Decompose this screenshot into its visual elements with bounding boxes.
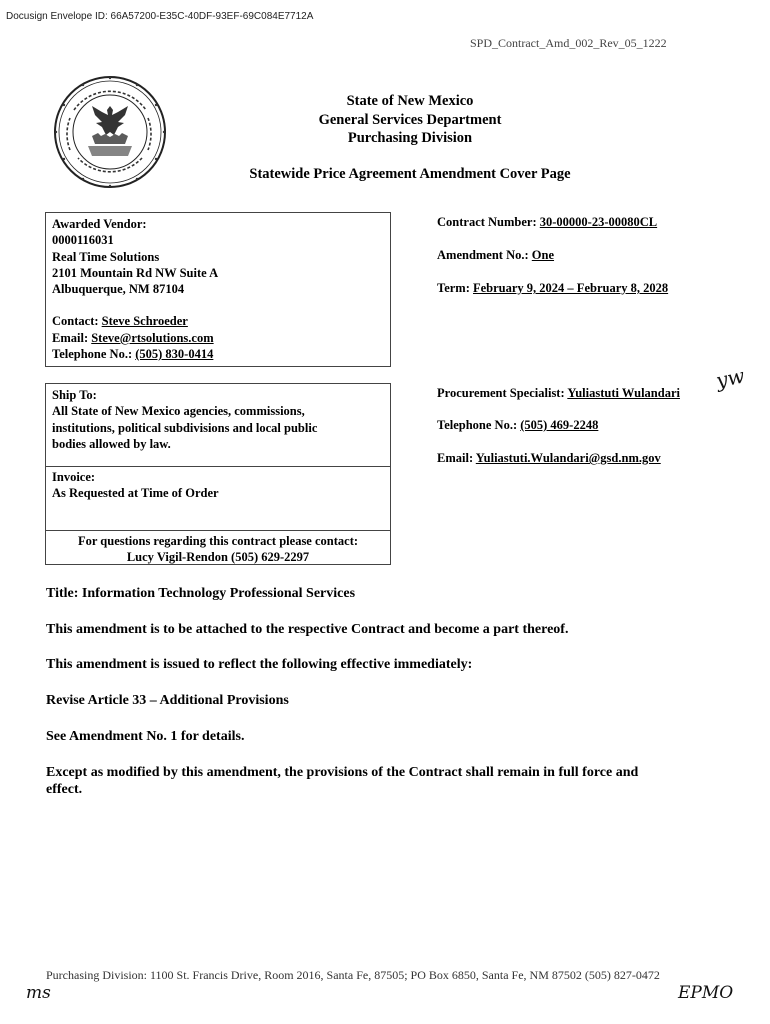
vendor-contact-name: Steve Schroeder xyxy=(101,314,188,329)
procurement-email xyxy=(437,451,661,466)
agency-header xyxy=(200,92,620,148)
issued-statement: This amendment is issued to reflect the following effective immediately: xyxy=(46,657,473,672)
ship-to-line2: institutions, political subdivisions and local public xyxy=(52,420,318,435)
contract-number-value: 30-00000-23-00080CL xyxy=(539,215,658,229)
procurement-email-link[interactable]: Yuliastuti.Wulandari@gsd.nm.gov xyxy=(475,451,661,465)
vendor-phone-label: Telephone No.: xyxy=(52,347,136,362)
header-division: Purchasing Division xyxy=(347,130,473,146)
vendor-contact xyxy=(52,313,384,329)
footer-address: Purchasing Division: 1100 St. Francis Drive, Room 2016, Santa Fe, 87505; PO Box 6850, Santa Fe, NM 87502 (505) 827-0472 xyxy=(46,968,660,982)
contract-number xyxy=(437,215,657,230)
ship-to-line1: All State of New Mexico agencies, commissions, xyxy=(52,404,305,419)
procurement-phone xyxy=(437,418,598,433)
ship-to-line3: bodies allowed by law. xyxy=(52,436,171,451)
invoice-label: Invoice: xyxy=(52,470,96,484)
amendment-number xyxy=(437,248,554,263)
initials-top-right: yw xyxy=(713,363,747,393)
procurement-specialist xyxy=(437,386,680,401)
cover-page-title: Statewide Price Agreement Amendment Cover Page xyxy=(249,166,571,182)
revise-statement: Revise Article 33 – Additional Provisions xyxy=(46,693,289,708)
vendor-phone xyxy=(52,346,384,362)
except-statement xyxy=(46,764,638,798)
vendor-email-link[interactable]: Steve@rtsolutions.com xyxy=(91,330,214,345)
procurement-phone-value: (505) 469-2248 xyxy=(520,418,599,432)
initials-bottom-left: ms xyxy=(26,983,51,1003)
except-line2: effect. xyxy=(46,782,83,797)
vendor-address-line1: 2101 Mountain Rd NW Suite A xyxy=(52,265,219,280)
vendor-email xyxy=(52,330,384,346)
vendor-number: 0000116031 xyxy=(52,233,114,248)
vendor-contact-label: Contact: xyxy=(52,314,102,329)
initials-bottom-right: EPMO xyxy=(678,983,734,1003)
questions-line2: Lucy Vigil-Rendon (505) 629-2297 xyxy=(126,550,310,564)
amendment-number-label: Amendment No.: xyxy=(437,248,532,262)
procurement-email-label: Email: xyxy=(437,451,476,465)
envelope-id: Docusign Envelope ID: 66A57200-E35C-40DF-93EF-69C084E7712A xyxy=(6,11,314,22)
ship-to-label: Ship To: xyxy=(52,388,97,402)
procurement-specialist-name: Yuliastuti Wulandari xyxy=(567,386,680,400)
vendor-label: Awarded Vendor: xyxy=(52,217,147,231)
questions-line1: For questions regarding this contract please contact: xyxy=(77,534,359,548)
procurement-phone-label: Telephone No.: xyxy=(437,418,521,432)
except-line1: Except as modified by this amendment, the provisions of the Contract shall remain in full force and xyxy=(46,765,639,780)
contract-term-label: Term: xyxy=(437,281,473,295)
contract-number-label: Contract Number: xyxy=(437,215,540,229)
vendor-address-line2: Albuquerque, NM 87104 xyxy=(52,282,185,297)
agreement-title: Title: Information Technology Professional Services xyxy=(46,586,356,601)
contract-term xyxy=(437,281,668,296)
vendor-box xyxy=(45,212,391,367)
see-details-statement: See Amendment No. 1 for details. xyxy=(46,729,245,744)
header-department: General Services Department xyxy=(318,111,502,128)
document-reference: SPD_Contract_Amd_002_Rev_05_1222 xyxy=(470,36,667,50)
contract-term-value: February 9, 2024 – February 8, 2028 xyxy=(473,281,669,295)
invoice-value: As Requested at Time of Order xyxy=(52,486,219,501)
ship-to-box xyxy=(45,383,391,467)
vendor-email-label: Email: xyxy=(52,330,92,345)
header-state: State of New Mexico xyxy=(346,93,474,109)
questions-contact-box xyxy=(45,530,391,565)
procurement-specialist-label: Procurement Specialist: xyxy=(437,386,568,400)
attach-statement: This amendment is to be attached to the respective Contract and become a part thereof. xyxy=(46,622,569,637)
invoice-box xyxy=(45,466,391,531)
vendor-phone-value: (505) 830-0414 xyxy=(135,347,214,362)
vendor-name: Real Time Solutions xyxy=(52,249,160,264)
amendment-number-value: One xyxy=(531,248,555,262)
